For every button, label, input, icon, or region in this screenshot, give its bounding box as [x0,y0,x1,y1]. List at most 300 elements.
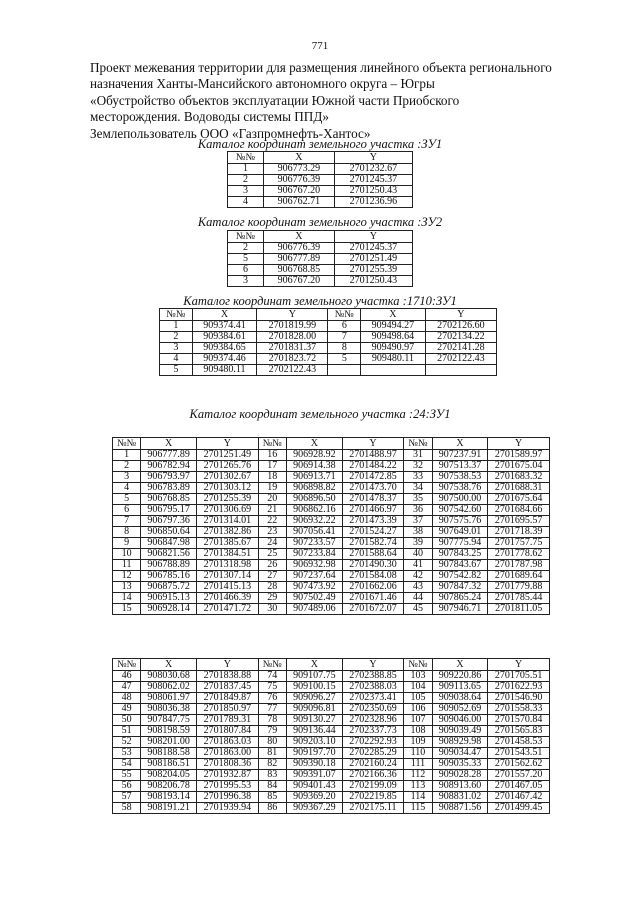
table-cell: 909494.27 [361,321,425,332]
table-row [113,792,550,803]
table-cell: 2701850.97 [197,704,259,715]
table-cell: 39 [404,538,432,549]
table-cell: 3 [160,343,193,354]
table-cell: 2701488.97 [342,450,404,461]
table-cell: 5 [228,254,264,265]
table-row [228,276,413,287]
table-cell: 909130.27 [286,715,342,726]
table-cell: 906767.20 [263,276,334,287]
column-header: Y [334,231,412,243]
table-cell: 9 [113,538,141,549]
table-cell: 909374.46 [192,354,256,365]
table-cell: 909390.18 [286,759,342,770]
table-cell: 909203.10 [286,737,342,748]
column-header: Y [197,438,259,450]
table-cell: 6 [228,265,264,276]
table-cell: 909220.86 [432,671,488,682]
table-cell: 908061.97 [141,693,197,704]
table-cell: 75 [258,682,286,693]
table-cell: 908193.14 [141,792,197,803]
table-cell: 19 [258,483,286,494]
table-row [113,671,550,682]
table-cell: 907500.00 [432,494,488,505]
table-cell: 2701318.98 [197,560,259,571]
table-cell: 2701565.83 [488,726,550,737]
table-cell: 29 [258,593,286,604]
table-cell: 909096.27 [286,693,342,704]
column-header: X [432,438,488,450]
table-row [113,693,550,704]
table-cell: 2701385.67 [197,538,259,549]
table-cell: 17 [258,461,286,472]
table-cell: 907843.67 [432,560,488,571]
table-cell: 2701718.39 [488,527,550,538]
table-cell: 4 [160,354,193,365]
header-line: назначения Ханты-Мансийского автономного округа – Югры [90,76,435,92]
table-cell: 2701562.62 [488,759,550,770]
table-cell: 24 [258,538,286,549]
catalog-caption-24: Каталог координат земельного участка :24:ЗУ1 [189,407,451,421]
table-cell: 113 [404,781,432,792]
table-cell [328,365,361,376]
table-cell: 31 [404,450,432,461]
table-cell: 908188.58 [141,748,197,759]
catalog-table-24-part2 [112,658,550,814]
table-cell: 2701675.64 [488,494,550,505]
header-line: Проект межевания территории для размещения линейного объекта регионального [90,60,552,75]
column-header: №№ [328,309,361,321]
table-cell: 2701831.37 [257,343,328,354]
table-cell: 37 [404,516,432,527]
table-cell: 2702175.11 [342,803,404,814]
table-cell: 80 [258,737,286,748]
table-cell: 2701302.67 [197,472,259,483]
table-cell: 2701478.37 [342,494,404,505]
table-cell: 907542.60 [432,505,488,516]
table-cell: 2701466.97 [342,505,404,516]
column-header: Y [488,438,550,450]
table-cell: 83 [258,770,286,781]
table-cell: 2701250.43 [334,186,412,197]
table-row [113,516,550,527]
table-cell: 40 [404,549,432,560]
table-cell: 2701789.31 [197,715,259,726]
table-row [113,483,550,494]
table-cell: 2702350.69 [342,704,404,715]
table-cell: 2701467.42 [488,792,550,803]
table-cell: 112 [404,770,432,781]
table-cell: 907237.64 [286,571,342,582]
table-cell: 2701307.14 [197,571,259,582]
table-cell: 25 [258,549,286,560]
table-cell: 907513.37 [432,461,488,472]
table-cell: 2701467.05 [488,781,550,792]
table-cell: 2701306.69 [197,505,259,516]
table-cell: 55 [113,770,141,781]
table-cell: 2702160.24 [342,759,404,770]
table-cell: 2701932.87 [197,770,259,781]
table-cell: 908206.78 [141,781,197,792]
table-cell: 906850.64 [141,527,197,538]
table-cell: 906898.82 [286,483,342,494]
column-header: Y [342,659,404,671]
table-cell: 2702292.93 [342,737,404,748]
table-cell: 74 [258,671,286,682]
column-header: Y [334,152,412,164]
table-row [228,164,413,175]
table-row [113,593,550,604]
table-row [113,494,550,505]
table-cell: 2701546.90 [488,693,550,704]
table-cell: 54 [113,759,141,770]
table-cell: 45 [404,604,432,615]
table-row [113,770,550,781]
table-cell: 906788.89 [141,560,197,571]
table-cell: 2701584.08 [342,571,404,582]
table-cell: 110 [404,748,432,759]
table-row [113,682,550,693]
table-cell: 6 [328,321,361,332]
table-cell: 907847.32 [432,582,488,593]
table-cell: 111 [404,759,432,770]
table-cell: 906776.39 [263,175,334,186]
table-cell: 86 [258,803,286,814]
table-row [113,505,550,516]
table-row [113,781,550,792]
table-cell: 21 [258,505,286,516]
table-cell: 2701807.84 [197,726,259,737]
column-header: Y [488,659,550,671]
table-cell: 907473.92 [286,582,342,593]
table-cell: 906777.89 [141,450,197,461]
table-cell: 3 [228,276,264,287]
table-cell: 906896.50 [286,494,342,505]
table-cell: 906862.16 [286,505,342,516]
table-cell: 906914.38 [286,461,342,472]
table-cell: 2701705.51 [488,671,550,682]
table-cell: 2701543.51 [488,748,550,759]
table-cell: 2702328.96 [342,715,404,726]
table-cell: 5 [328,354,361,365]
table-cell: 909369.20 [286,792,342,803]
table-cell: 2702141.28 [425,343,496,354]
table-header-row [228,152,413,164]
table-cell: 3 [228,186,264,197]
catalog-caption-zu1: Каталог координат земельного участка :ЗУ1 [197,137,443,151]
table-cell: 2702166.36 [342,770,404,781]
table-cell: 2702122.43 [257,365,328,376]
table-cell: 15 [113,604,141,615]
table-cell: 115 [404,803,432,814]
table-cell: 36 [404,505,432,516]
table-cell: 909136.44 [286,726,342,737]
table-cell: 907056.41 [286,527,342,538]
table-cell: 2701688.31 [488,483,550,494]
table-row [113,461,550,472]
table-cell: 909490.97 [361,343,425,354]
table-cell: 2701778.62 [488,549,550,560]
table-cell: 906768.85 [263,265,334,276]
table-cell: 909384.61 [192,332,256,343]
table-cell: 18 [258,472,286,483]
column-header: Y [257,309,328,321]
table-cell: 12 [113,571,141,582]
table-cell: 2701303.12 [197,483,259,494]
table-cell: 38 [404,527,432,538]
table-cell: 3 [113,472,141,483]
table-cell: 2702337.73 [342,726,404,737]
table-cell: 909113.65 [432,682,488,693]
table-row [228,186,413,197]
table-cell: 907775.94 [432,538,488,549]
table-cell: 2701415.13 [197,582,259,593]
column-header: X [361,309,425,321]
table-row [113,715,550,726]
table-cell: 2701995.53 [197,781,259,792]
table-cell: 908036.38 [141,704,197,715]
table-cell: 2701863.03 [197,737,259,748]
table-cell: 906768.85 [141,494,197,505]
table-cell: 2701251.49 [334,254,412,265]
table-row [113,726,550,737]
table-cell: 2701466.39 [197,593,259,604]
table-cell: 906773.29 [263,164,334,175]
header-line: «Обустройство объектов эксплуатации Южной части Приобского [90,92,460,108]
table-cell: 909391.07 [286,770,342,781]
land-user-label: Землепользователь [90,125,197,141]
column-header: X [263,152,334,164]
column-header: Y [425,309,496,321]
table-cell: 50 [113,715,141,726]
table-cell: 11 [113,560,141,571]
table-cell: 908871.56 [432,803,488,814]
table-cell: 907649.01 [432,527,488,538]
table-cell: 909039.49 [432,726,488,737]
table-cell: 909384.65 [192,343,256,354]
table-cell: 77 [258,704,286,715]
table-cell: 2701236.96 [334,197,412,208]
table-cell: 906793.97 [141,472,197,483]
table-cell: 2702126.60 [425,321,496,332]
column-header: №№ [258,659,286,671]
table-cell: 909107.75 [286,671,342,682]
table-cell: 49 [113,704,141,715]
page-number: 771 [311,40,329,52]
table-cell: 906913.71 [286,472,342,483]
table-cell: 22 [258,516,286,527]
table-cell: 909197.70 [286,748,342,759]
table-row [113,538,550,549]
table-cell: 2702199.09 [342,781,404,792]
table-cell: 43 [404,582,432,593]
table-cell: 908929.98 [432,737,488,748]
table-cell: 908831.02 [432,792,488,803]
table-cell [361,365,425,376]
table-cell: 47 [113,682,141,693]
table-row [160,332,497,343]
table-cell: 41 [404,560,432,571]
table-cell: 16 [258,450,286,461]
document-header [90,60,560,142]
table-cell: 4 [113,483,141,494]
table-cell: 2701484.22 [342,461,404,472]
table-cell: 2701245.37 [334,243,412,254]
table-cell: 2701471.72 [197,604,259,615]
table-header-row [160,309,497,321]
table-cell: 2702134.22 [425,332,496,343]
table-cell: 909046.00 [432,715,488,726]
table-cell: 33 [404,472,432,483]
table-cell: 908201.00 [141,737,197,748]
table-cell: 2701588.64 [342,549,404,560]
table-cell: 20 [258,494,286,505]
table-cell: 32 [404,461,432,472]
table-cell: 2701265.76 [197,461,259,472]
column-header: X [263,231,334,243]
table-cell: 108 [404,726,432,737]
table-cell: 2701672.07 [342,604,404,615]
table-cell: 2701819.99 [257,321,328,332]
table-cell: 909100.15 [286,682,342,693]
table-cell: 906915.13 [141,593,197,604]
table-header-row [113,659,550,671]
table-cell: 8 [328,343,361,354]
table-cell: 114 [404,792,432,803]
table-cell: 2701558.33 [488,704,550,715]
table-cell: 2701837.45 [197,682,259,693]
table-row [160,343,497,354]
table-cell: 906928.92 [286,450,342,461]
table-cell: 2701779.88 [488,582,550,593]
table-cell: 7 [113,516,141,527]
table-cell: 2701811.05 [488,604,550,615]
table-cell: 2701787.98 [488,560,550,571]
table-cell: 906762.71 [263,197,334,208]
table-cell: 2701675.04 [488,461,550,472]
table-cell: 2701695.57 [488,516,550,527]
table-cell: 2701499.45 [488,803,550,814]
catalog-table-zu2 [227,230,413,287]
table-cell: 908030.68 [141,671,197,682]
table-row [113,571,550,582]
table-cell: 907233.57 [286,538,342,549]
table-row [113,737,550,748]
table-cell: 2701251.49 [197,450,259,461]
table-cell: 103 [404,671,432,682]
table-cell: 908062.02 [141,682,197,693]
table-cell: 909052.69 [432,704,488,715]
table-cell: 906797.36 [141,516,197,527]
table-cell: 2701662.06 [342,582,404,593]
table-row [160,365,497,376]
table-cell: 909028.28 [432,770,488,781]
column-header: X [432,659,488,671]
table-cell: 76 [258,693,286,704]
table-cell: 2701250.43 [334,276,412,287]
table-cell: 906847.98 [141,538,197,549]
column-header: X [286,438,342,450]
table-row [113,582,550,593]
table-row [113,748,550,759]
column-header: №№ [258,438,286,450]
table-cell: 906932.98 [286,560,342,571]
table-cell: 1 [113,450,141,461]
table-cell: 2701473.70 [342,483,404,494]
table-cell: 105 [404,693,432,704]
column-header: №№ [160,309,193,321]
table-cell: 34 [404,483,432,494]
table-cell: 909374.41 [192,321,256,332]
table-cell: 2701622.93 [488,682,550,693]
column-header: №№ [404,659,432,671]
table-cell: 1 [228,164,264,175]
table-row [228,243,413,254]
table-cell: 2701245.37 [334,175,412,186]
table-cell: 107 [404,715,432,726]
table-cell: 52 [113,737,141,748]
table-cell: 27 [258,571,286,582]
table-cell: 2701490.30 [342,560,404,571]
column-header: Y [197,659,259,671]
table-cell: 2701472.85 [342,472,404,483]
table-cell: 2701589.97 [488,450,550,461]
table-cell: 907946.71 [432,604,488,615]
catalog-table-zu1 [227,151,413,208]
table-cell: 906776.39 [263,243,334,254]
table-cell: 2701939.94 [197,803,259,814]
column-header: №№ [113,438,141,450]
table-cell [425,365,496,376]
table-cell: 82 [258,759,286,770]
table-cell: 906821.56 [141,549,197,560]
table-cell: 909401.43 [286,781,342,792]
table-row [228,197,413,208]
table-cell: 2701524.27 [342,527,404,538]
catalog-caption-1710: Каталог координат земельного участка :1710:ЗУ1 [183,294,457,308]
column-header: X [141,659,197,671]
table-cell: 906932.22 [286,516,342,527]
table-cell: 2701458.53 [488,737,550,748]
table-row [113,472,550,483]
table-cell: 907489.06 [286,604,342,615]
table-cell: 44 [404,593,432,604]
table-cell: 109 [404,737,432,748]
table-cell: 2701557.20 [488,770,550,781]
table-cell: 1 [160,321,193,332]
catalog-table-24-part1 [112,437,550,615]
table-cell: 53 [113,748,141,759]
table-cell: 6 [113,505,141,516]
table-cell: 2701232.67 [334,164,412,175]
table-cell: 907502.49 [286,593,342,604]
table-cell: 35 [404,494,432,505]
table-row [228,254,413,265]
table-cell: 51 [113,726,141,737]
table-cell: 908186.51 [141,759,197,770]
table-cell: 909035.33 [432,759,488,770]
table-cell: 909480.11 [192,365,256,376]
table-cell: 909480.11 [361,354,425,365]
table-cell: 907237.91 [432,450,488,461]
table-cell: 2702388.85 [342,671,404,682]
table-cell: 79 [258,726,286,737]
table-cell: 2701996.38 [197,792,259,803]
table-cell: 906777.89 [263,254,334,265]
table-cell: 2701838.88 [197,671,259,682]
catalog-caption-zu2: Каталог координат земельного участка :ЗУ2 [197,215,443,229]
table-cell: 907843.25 [432,549,488,560]
column-header: X [141,438,197,450]
